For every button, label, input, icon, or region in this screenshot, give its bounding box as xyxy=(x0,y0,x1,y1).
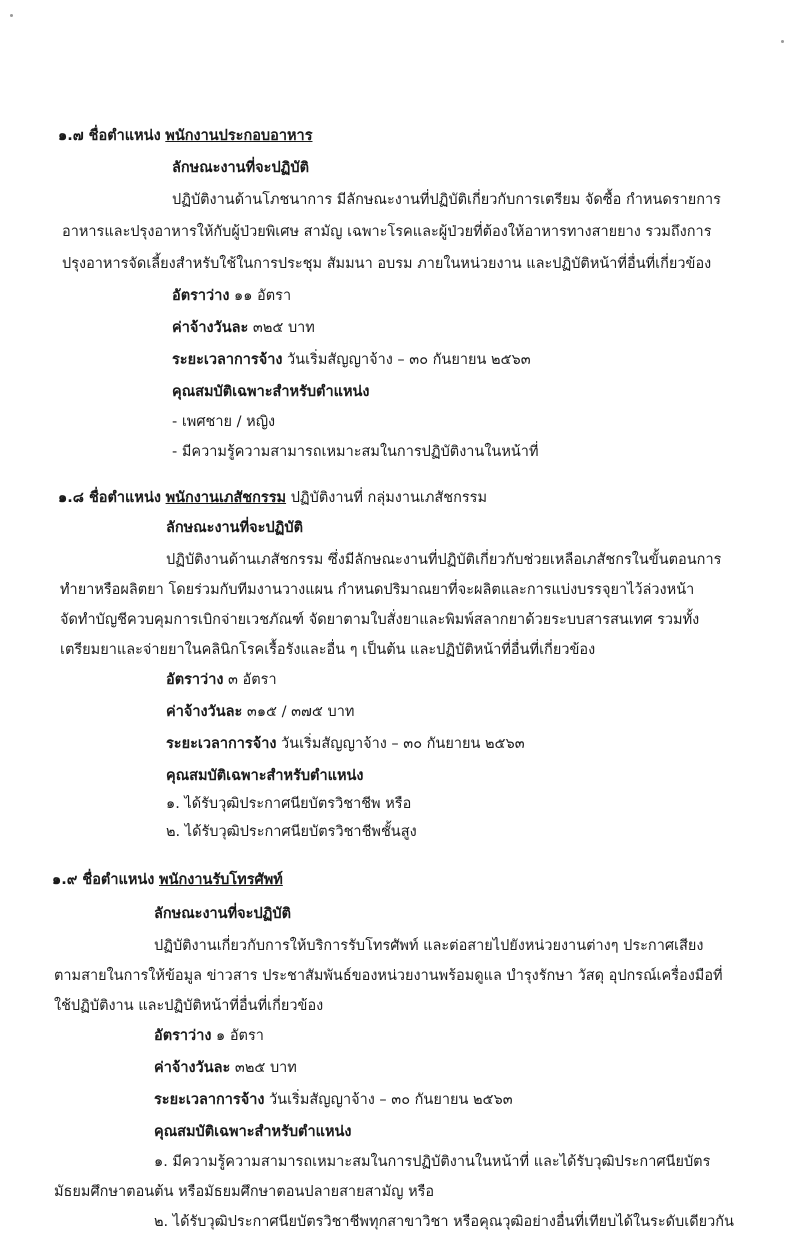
vacancy-row xyxy=(172,286,291,306)
period-row xyxy=(154,1090,513,1110)
vacancy-row xyxy=(166,670,277,690)
period-label: ระยะเวลาการจ้าง xyxy=(166,736,277,752)
qualification-label: คุณสมบัติเฉพาะสำหรับตำแหน่ง xyxy=(166,768,364,784)
wage-label: ค่าจ้างวันละ xyxy=(154,1060,231,1076)
qualification-label: คุณสมบัติเฉพาะสำหรับตำแหน่ง xyxy=(154,1124,352,1140)
period-row xyxy=(172,350,531,370)
wage-row xyxy=(166,702,354,722)
period-value: วันเริ่มสัญญาจ้าง – ๓๐ กันยายน ๒๕๖๓ xyxy=(287,352,531,368)
period-row xyxy=(166,734,525,754)
duty-line: อาหารและปรุงอาหารให้กับผู้ป่วยพิเศษ สามัญ เฉพาะโรคและผู้ป่วยที่ต้องให้อาหารทางสายยาง รวมถึงการ xyxy=(62,224,712,240)
position-name: พนักงานเภสัชกรรม xyxy=(165,490,287,506)
duty-line: ปฏิบัติงานด้านโภชนาการ มีลักษณะงานที่ปฏิบัติเกี่ยวกับการเตรียม จัดซื้อ กำหนดรายการ xyxy=(172,192,721,208)
heading-prefix: ๑.๗ ชื่อตำแหน่ง xyxy=(58,128,161,144)
qualification-line: - มีความรู้ความสามารถเหมาะสมในการปฏิบัติงานในหน้าที่ xyxy=(172,444,539,460)
wage-row xyxy=(172,318,315,338)
vacancy-row xyxy=(154,1026,264,1046)
heading-prefix: ๑.๙ ชื่อตำแหน่ง xyxy=(52,872,155,888)
scan-speck xyxy=(10,14,13,17)
vacancy-value: ๓ อัตรา xyxy=(228,672,277,688)
wage-value: ๓๑๕ / ๓๗๕ บาท xyxy=(246,704,355,720)
wage-value: ๓๒๕ บาท xyxy=(234,1060,297,1076)
vacancy-label: อัตราว่าง xyxy=(172,288,230,304)
duty-label: ลักษณะงานที่จะปฏิบัติ xyxy=(154,906,291,922)
qualification-line: - เพศชาย / หญิง xyxy=(172,414,276,430)
section-heading xyxy=(52,870,283,890)
vacancy-label: อัตราว่าง xyxy=(154,1028,212,1044)
duty-line: เตรียมยาและจ่ายยาในคลินิกโรคเรื้อรังและอื่น ๆ เป็นต้น และปฏิบัติหน้าที่อื่นที่เกี่ยวข้อง xyxy=(60,642,596,658)
wage-label: ค่าจ้างวันละ xyxy=(172,320,249,336)
duty-line: ใช้ปฏิบัติงาน และปฏิบัติหน้าที่อื่นที่เกี่ยวข้อง xyxy=(54,998,324,1014)
qualification-line: ๒. ได้รับวุฒิประกาศนียบัตรวิชาชีพชั้นสูง xyxy=(166,824,417,840)
duty-line: ปฏิบัติงานด้านเภสัชกรรม ซึ่งมีลักษณะงานที่ปฏิบัติเกี่ยวกับช่วยเหลือเภสัชกรในขั้นตอนการ xyxy=(166,552,722,568)
duty-label: ลักษณะงานที่จะปฏิบัติ xyxy=(166,520,303,536)
qualification-label: คุณสมบัติเฉพาะสำหรับตำแหน่ง xyxy=(172,384,370,400)
wage-row xyxy=(154,1058,297,1078)
vacancy-value: ๑๑ อัตรา xyxy=(234,288,292,304)
vacancy-label: อัตราว่าง xyxy=(166,672,224,688)
vacancy-value: ๑ อัตรา xyxy=(216,1028,264,1044)
period-label: ระยะเวลาการจ้าง xyxy=(172,352,283,368)
qualification-line: มัธยมศึกษาตอนต้น หรือมัธยมศึกษาตอนปลายสายสามัญ หรือ xyxy=(54,1184,435,1200)
section-heading xyxy=(58,126,312,146)
duty-line: ปฏิบัติงานเกี่ยวกับการให้บริการรับโทรศัพท์ และต่อสายไปยังหน่วยงานต่างๆ ประกาศเสียง xyxy=(154,938,704,954)
duty-line: จัดทำบัญชีควบคุมการเบิกจ่ายเวชภัณฑ์ จัดยาตามใบสั่งยาและพิมพ์สลากยาด้วยระบบสารสนเทศ รวมทั้ง xyxy=(60,612,700,628)
duty-line: ตามสายในการให้ข้อมูล ข่าวสาร ประชาสัมพันธ์ของหน่วยงานพร้อมดูแล บำรุงรักษา วัสดุ อุปกรณ์เครื่องมือที่ xyxy=(54,968,723,984)
period-value: วันเริ่มสัญญาจ้าง – ๓๐ กันยายน ๒๕๖๓ xyxy=(269,1092,513,1108)
scan-speck xyxy=(781,40,784,43)
duty-line: ทำยาหรือผลิตยา โดยร่วมกับทีมงานวางแผน กำหนดปริมาณยาที่จะผลิตและการแบ่งบรรจุยาไว้ล่วงหน้า xyxy=(60,582,695,598)
wage-value: ๓๒๕ บาท xyxy=(252,320,315,336)
qualification-line: ๑. ได้รับวุฒิประกาศนียบัตรวิชาชีพ หรือ xyxy=(166,796,412,812)
wage-label: ค่าจ้างวันละ xyxy=(166,704,243,720)
position-name: พนักงานรับโทรศัพท์ xyxy=(159,872,283,888)
qualification-line: ๑. มีความรู้ความสามารถเหมาะสมในการปฏิบัติงานในหน้าที่ และได้รับวุฒิประกาศนียบัตร xyxy=(154,1154,711,1170)
qualification-line: ๒. ได้รับวุฒิประกาศนียบัตรวิชาชีพทุกสาขาวิชา หรือคุณวุฒิอย่างอื่นที่เทียบได้ในระดับเดียวกัน xyxy=(154,1214,734,1230)
period-value: วันเริ่มสัญญาจ้าง – ๓๐ กันยายน ๒๕๖๓ xyxy=(281,736,525,752)
period-label: ระยะเวลาการจ้าง xyxy=(154,1092,265,1108)
heading-suffix: ปฏิบัติงานที่ กลุ่มงานเภสัชกรรม xyxy=(290,490,488,506)
position-name: พนักงานประกอบอาหาร xyxy=(165,128,313,144)
duty-label: ลักษณะงานที่จะปฏิบัติ xyxy=(172,160,309,176)
heading-prefix: ๑.๘ ชื่อตำแหน่ง xyxy=(58,490,161,506)
section-heading xyxy=(58,488,487,508)
duty-line: ปรุงอาหารจัดเลี้ยงสำหรับใช้ในการประชุม สัมมนา อบรม ภายในหน่วยงาน และปฏิบัติหน้าที่อื่นที่เกี่ยวข้อง xyxy=(62,256,712,272)
